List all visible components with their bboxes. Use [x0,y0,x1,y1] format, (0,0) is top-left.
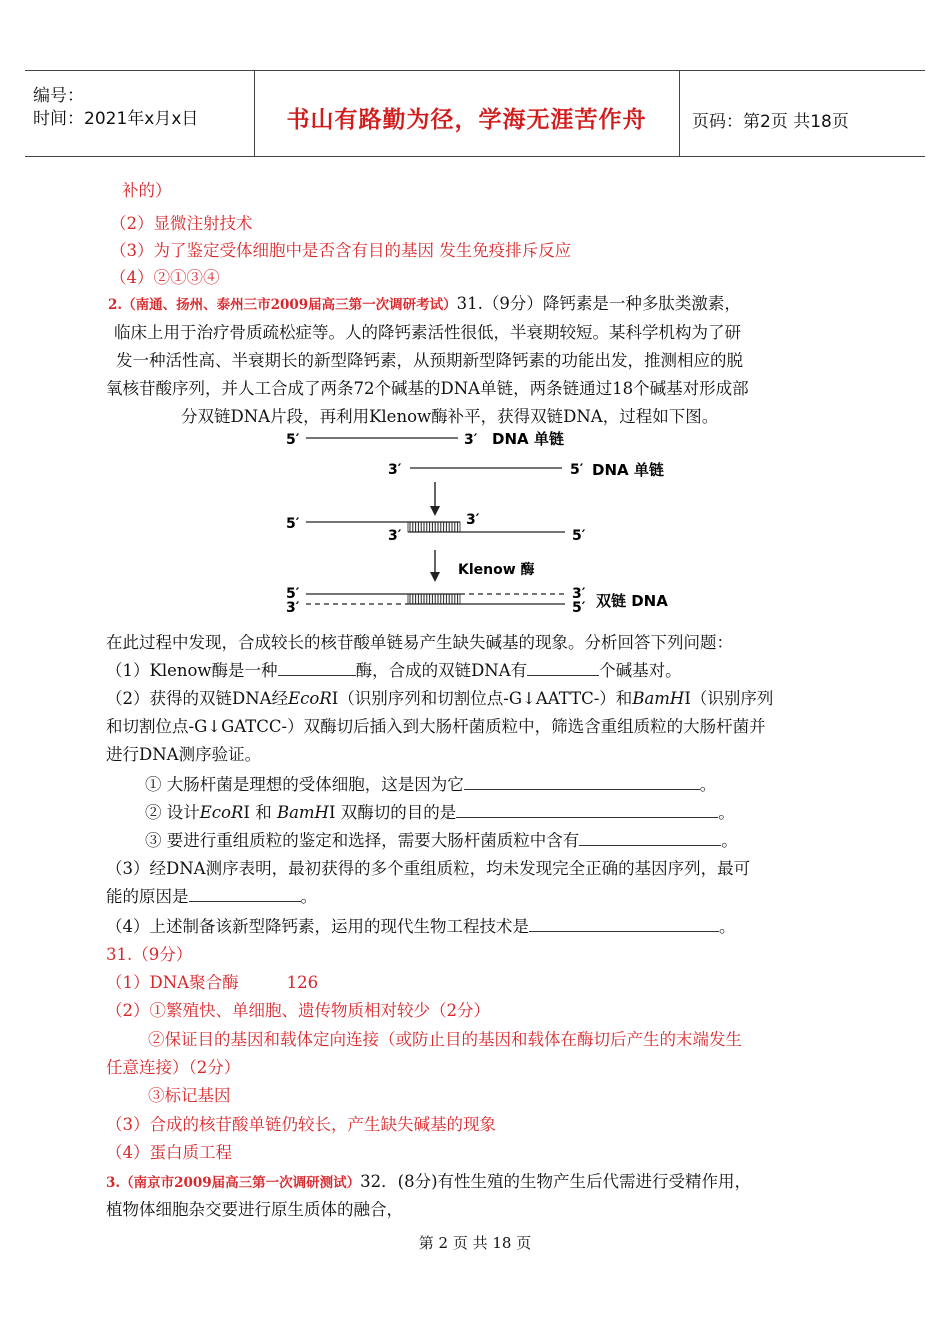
q2-sub-2-line-2: 和切割位点-G↓GATCC-）双酶切后插入到大肠杆菌质粒中，筛选含重组质粒的大肠杆菌并 [106,717,766,736]
q2-sub-1-b: 酶，合成的双链DNA有 [355,661,528,680]
label-5prime-6: 5′ [572,600,586,616]
q2-sub-2-item-3 [145,830,738,852]
blank-technology[interactable] [529,916,719,932]
q2-sub-2-a: （2）获得的双链DNA经 [106,689,289,708]
q3-line-1 [106,1171,751,1194]
q2-sub-3-b: 能的原因是 [106,887,189,906]
motto: 书山有路勤为径，学海无涯苦作舟 [286,107,647,133]
label-5prime-1: 5′ [286,432,300,448]
answer-prev-0: 补的） [122,181,172,200]
blank-item-2[interactable] [456,802,718,818]
page-header [25,70,925,157]
blank-item-1[interactable] [464,774,700,790]
q2-line-5: 分双链DNA片段，再利用Klenow酶补平，获得双链DNA，过程如下图。 [181,407,719,426]
label-3prime-6: 3′ [572,586,586,602]
answer-3: ②保证目的基因和载体定向连接（或防止目的基因和载体在酶切后产生的末端发生 [148,1030,742,1049]
label-3prime-1: 3′ [464,432,478,448]
bamhi-roman: Ⅰ [684,689,691,708]
q2-after-figure: 在此过程中发现，合成较长的核苷酸单链易产生缺失碱基的现象。分析回答下列问题： [106,633,733,652]
answer-prev-2: （3）为了鉴定受体细胞中是否含有目的基因 发生免疫排斥反应 [110,241,572,260]
label-3prime-4: 3′ [388,528,402,544]
answer-7: （4）蛋白质工程 [106,1143,232,1162]
item-3-text: ③ 要进行重组质粒的鉴定和选择，需要大肠杆菌质粒中含有 [145,831,580,850]
answer-1-b: 126 [286,973,319,992]
label-5prime-3: 5′ [286,516,300,532]
answer-1 [106,972,318,994]
label-5prime-5: 5′ [286,586,300,602]
q2-line-1 [108,293,741,316]
label-5prime-4: 5′ [572,528,586,544]
item-2-roman-1: Ⅰ [243,803,250,822]
base-pairs-2 [410,594,458,604]
q3-intro: 32．(8分)有性生殖的生物产生后代需进行受精作用， [360,1172,752,1191]
blank-item-3[interactable] [579,830,721,846]
time-label: 时间：2021年x月x日 [33,109,199,129]
answer-4: 任意连接）（2分） [106,1058,241,1077]
ecori-name: EcoR [288,689,332,708]
label-3prime-5: 3′ [286,600,300,616]
blank-enzyme[interactable] [278,660,356,676]
q2-sub-1 [106,660,682,682]
q2-sub-2-line-3: 进行DNA测序验证。 [106,745,262,764]
answer-6: （3）合成的核苷酸单链仍较长，产生缺失碱基的现象 [106,1115,496,1134]
label-3prime-2: 3′ [388,462,402,478]
item-2-and: 和 [255,803,272,822]
number-label: 编号： [33,86,84,106]
label-5prime-2: 5′ [570,462,584,478]
item-1-period: 。 [699,775,717,794]
answer-2: （2）①繁殖快、单细胞、遗传物质相对较少（2分） [106,1001,490,1020]
q2-source: 2.（南通、扬州、泰州三市2009届高三第一次调研考试） [108,297,457,313]
answer-5: ③标记基因 [148,1086,231,1105]
label-dna-single-1: DNA 单链 [492,430,564,448]
answer-prev-1: （2）显微注射技术 [110,214,253,233]
q3-line-2: 植物体细胞杂交要进行原生质体的融合， [106,1200,403,1219]
label-dna-single-2: DNA 单链 [592,461,664,479]
item-1-text: ① 大肠杆菌是理想的受体细胞，这是因为它 [145,775,464,794]
page-info: 页码：第2页 共18页 [692,112,849,132]
q2-sub-2-c: （识别序列 [690,689,774,708]
bamhi-name: BamH [632,689,685,708]
q2-sub-3-line-1: （3）经DNA测序表明，最初获得的多个重组质粒，均未发现完全正确的基因序列，最可 [106,859,751,878]
item-2-ecor: EcoR [199,803,244,822]
q2-sub-1-a: （1）Klenow酶是一种 [106,661,278,680]
header-motto-cell [254,71,680,156]
q2-sub-3-line-2 [106,886,317,908]
q2-sub-2-item-1 [145,774,716,796]
item-2-roman-2: Ⅰ [328,803,336,822]
q2-sub-2-line-1 [106,688,773,710]
blank-reason[interactable] [189,886,301,902]
base-pairs-1 [410,522,458,532]
q2-sub-1-c: 个碱基对。 [599,661,682,680]
header-left-cell [25,71,255,156]
dna-synthesis-figure [280,424,680,620]
q2-sub-2-item-2 [145,802,735,824]
label-double-dna: 双链 DNA [596,592,668,610]
item-2-bamh: BamH [276,803,329,822]
arrow-1-head [430,506,440,516]
label-klenow: Klenow 酶 [458,562,535,578]
blank-base-pairs[interactable] [527,660,599,676]
item-3-period: 。 [721,831,738,850]
answer-1-a: （1）DNA聚合酶 [106,973,239,992]
answer-header: 31.（9分） [106,945,193,964]
arrow-2-head [430,572,440,582]
q2-intro: 31.（9分）降钙素是一种多肽类激素， [456,294,741,313]
q2-line-3: 发一种活性高、半衰期长的新型降钙素，从预期新型降钙素的功能出发，推测相应的脱 [116,351,743,370]
q3-source: 3.（南京市2009届高三第一次调研测试） [106,1175,361,1191]
answer-prev-3: （4）②①③④ [110,268,220,287]
header-right-cell [680,71,925,156]
q2-sub-4 [106,916,736,938]
item-2-b: 双酶切的目的是 [340,803,457,822]
q2-sub-4-a: （4）上述制备该新型降钙素，运用的现代生物工程技术是 [106,917,529,936]
q2-line-2: 临床上用于治疗骨质疏松症等。人的降钙素活性很低，半衰期较短。某科学机构为了研 [114,323,741,342]
ecori-roman: Ⅰ [331,689,339,708]
q2-line-4: 氧核苷酸序列，并人工合成了两条72个碱基的DNA单链，两条链通过18个碱基对形成部 [106,379,749,398]
item-2-a: ② 设计 [145,803,200,822]
q2-sub-2-b: （识别序列和切割位点-G↓AATTC-）和 [338,689,633,708]
item-2-period: 。 [718,803,735,822]
page-footer: 第 2 页 共 18 页 [418,1234,532,1252]
q2-sub-4-period: 。 [719,917,736,936]
q2-sub-3-period: 。 [300,887,317,906]
label-3prime-3: 3′ [466,512,480,528]
